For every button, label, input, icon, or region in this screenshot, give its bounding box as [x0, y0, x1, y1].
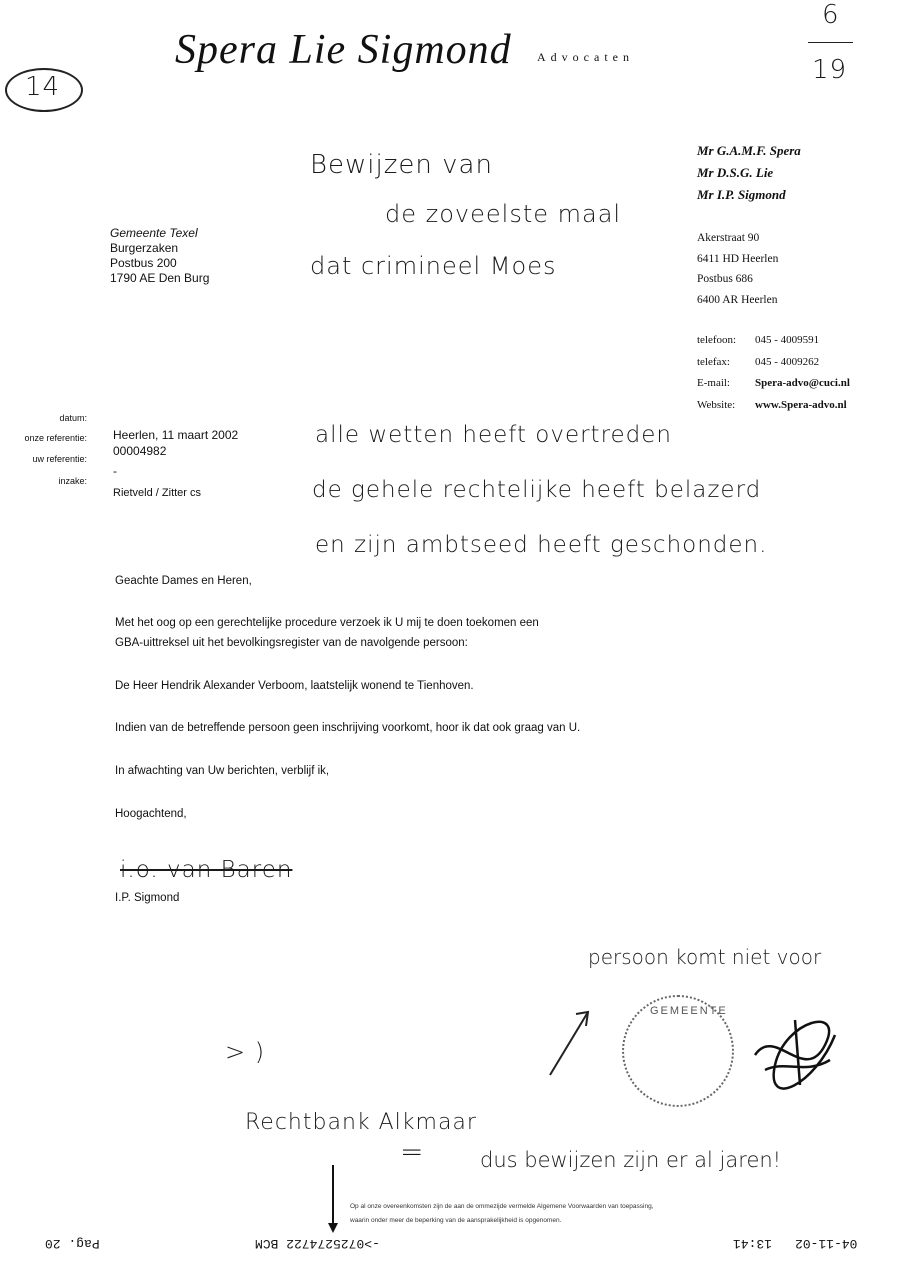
handwritten-signature: i.o. van Baren — [120, 857, 293, 883]
firm-address-line: Akerstraat 90 — [697, 232, 760, 244]
divider-line — [808, 42, 853, 43]
fax-date: 04-11-02 — [795, 1236, 858, 1251]
firm-address-line: 6400 AR Heerlen — [697, 293, 778, 306]
email-label: E-mail: — [697, 377, 730, 389]
your-reference-label: uw referentie: — [32, 454, 87, 464]
firm-address — [697, 228, 778, 310]
website-value: www.Spera-advo.nl — [755, 398, 847, 411]
partners-list — [697, 140, 801, 206]
firm-logo: Spera Lie Sigmond — [175, 27, 512, 73]
top-right-number-1: 6 — [822, 0, 840, 30]
handwritten-note-not-found: persoon komt niet voor — [588, 945, 822, 969]
person-line: De Heer Hendrik Alexander Verboom, laatstelijk wonend te Tienhoven. — [115, 680, 474, 692]
recipient-line: Burgerzaken — [110, 241, 179, 255]
footer-line-2: waarin onder meer de beperking van de aansprakelijkheid is opgenomen. — [350, 1217, 562, 1224]
email-row — [697, 373, 850, 395]
fax-time: 13:41 — [733, 1236, 773, 1251]
handwritten-note-3: dat crimineel Moes — [310, 252, 557, 280]
handwritten-line-1: alle wetten heeft overtreden — [315, 422, 673, 448]
handwritten-conclusion: dus bewijzen zijn er al jaren! — [480, 1148, 782, 1172]
firm-contact — [697, 330, 850, 416]
fax-number: ->0725274722 BCM — [255, 1236, 380, 1251]
down-arrow-icon — [325, 1165, 341, 1235]
top-right-number-2: 19 — [812, 55, 848, 85]
body-paragraph-1-cont: GBA-uittreksel uit het bevolkingsregister van de navolgende persoon: — [115, 637, 468, 649]
website-label: Website: — [697, 398, 736, 411]
recipient-line: 1790 AE Den Burg — [110, 271, 210, 285]
arrow-icon — [540, 1000, 600, 1080]
handwritten-line-2: de gehele rechtelijke heeft belazerd — [312, 477, 762, 503]
fax-value: 045 - 4009262 — [755, 355, 820, 368]
partner: Mr I.P. Sigmond — [697, 187, 786, 202]
recipient-line: Postbus 200 — [110, 256, 177, 270]
our-reference-label: onze referentie: — [24, 433, 87, 443]
phone-row — [697, 330, 850, 352]
firm-address-line: Postbus 686 — [697, 273, 753, 285]
circled-number: 14 — [25, 72, 61, 102]
handwritten-equals: = — [400, 1135, 425, 1168]
handwritten-note-2: de zoveelste maal — [385, 200, 622, 228]
date-label: datum: — [59, 413, 87, 423]
fax-row — [697, 352, 850, 374]
your-reference-value: - — [113, 464, 117, 478]
footer-line-1: Op al onze overeenkomsten zijn de aan de ommezijde vermelde Algemene Voorwaarden van toepassing, — [350, 1203, 654, 1210]
closing: Hoogachtend, — [115, 808, 187, 820]
partner: Mr D.S.G. Lie — [697, 165, 774, 180]
fax-page: Pag. 20 — [45, 1236, 100, 1251]
our-reference-value: 00004982 — [113, 444, 167, 458]
fax-label: telefax: — [697, 355, 730, 368]
partner: Mr G.A.M.F. Spera — [697, 143, 801, 158]
subject-value: Rietveld / Zitter cs — [113, 487, 202, 499]
phone-value: 045 - 4009591 — [755, 334, 820, 346]
recipient-line: Gemeente Texel — [110, 226, 198, 240]
email-value: Spera-advo@cuci.nl — [755, 377, 850, 389]
phone-label: telefoon: — [697, 334, 737, 346]
website-row — [697, 395, 850, 417]
handwritten-brackets: > ) — [225, 1038, 266, 1066]
handwritten-note-1: Bewijzen van — [310, 150, 493, 180]
subject-label: inzake: — [58, 476, 87, 486]
signer-name: I.P. Sigmond — [115, 892, 180, 904]
signature-scribble — [745, 1015, 845, 1090]
body-paragraph-1: Met het oog op een gerechtelijke procedure verzoek ik U mij te doen toekomen een — [115, 617, 539, 629]
body-paragraph-2: Indien van de betreffende persoon geen inschrijving voorkomt, hoor ik dat ook graag van U. — [115, 722, 581, 734]
body-paragraph-3: In afwachting van Uw berichten, verblijf ik, — [115, 765, 330, 777]
firm-subtitle: Advocaten — [537, 50, 634, 64]
handwritten-court: Rechtbank Alkmaar — [245, 1110, 477, 1135]
stamp-text: GEMEENTE — [650, 1005, 728, 1017]
firm-address-line: 6411 HD Heerlen — [697, 252, 779, 265]
salutation: Geachte Dames en Heren, — [115, 575, 252, 587]
handwritten-line-3: en zijn ambtseed heeft geschonden. — [315, 532, 768, 558]
date-value: Heerlen, 11 maart 2002 — [113, 428, 239, 442]
recipient-address — [110, 226, 209, 286]
